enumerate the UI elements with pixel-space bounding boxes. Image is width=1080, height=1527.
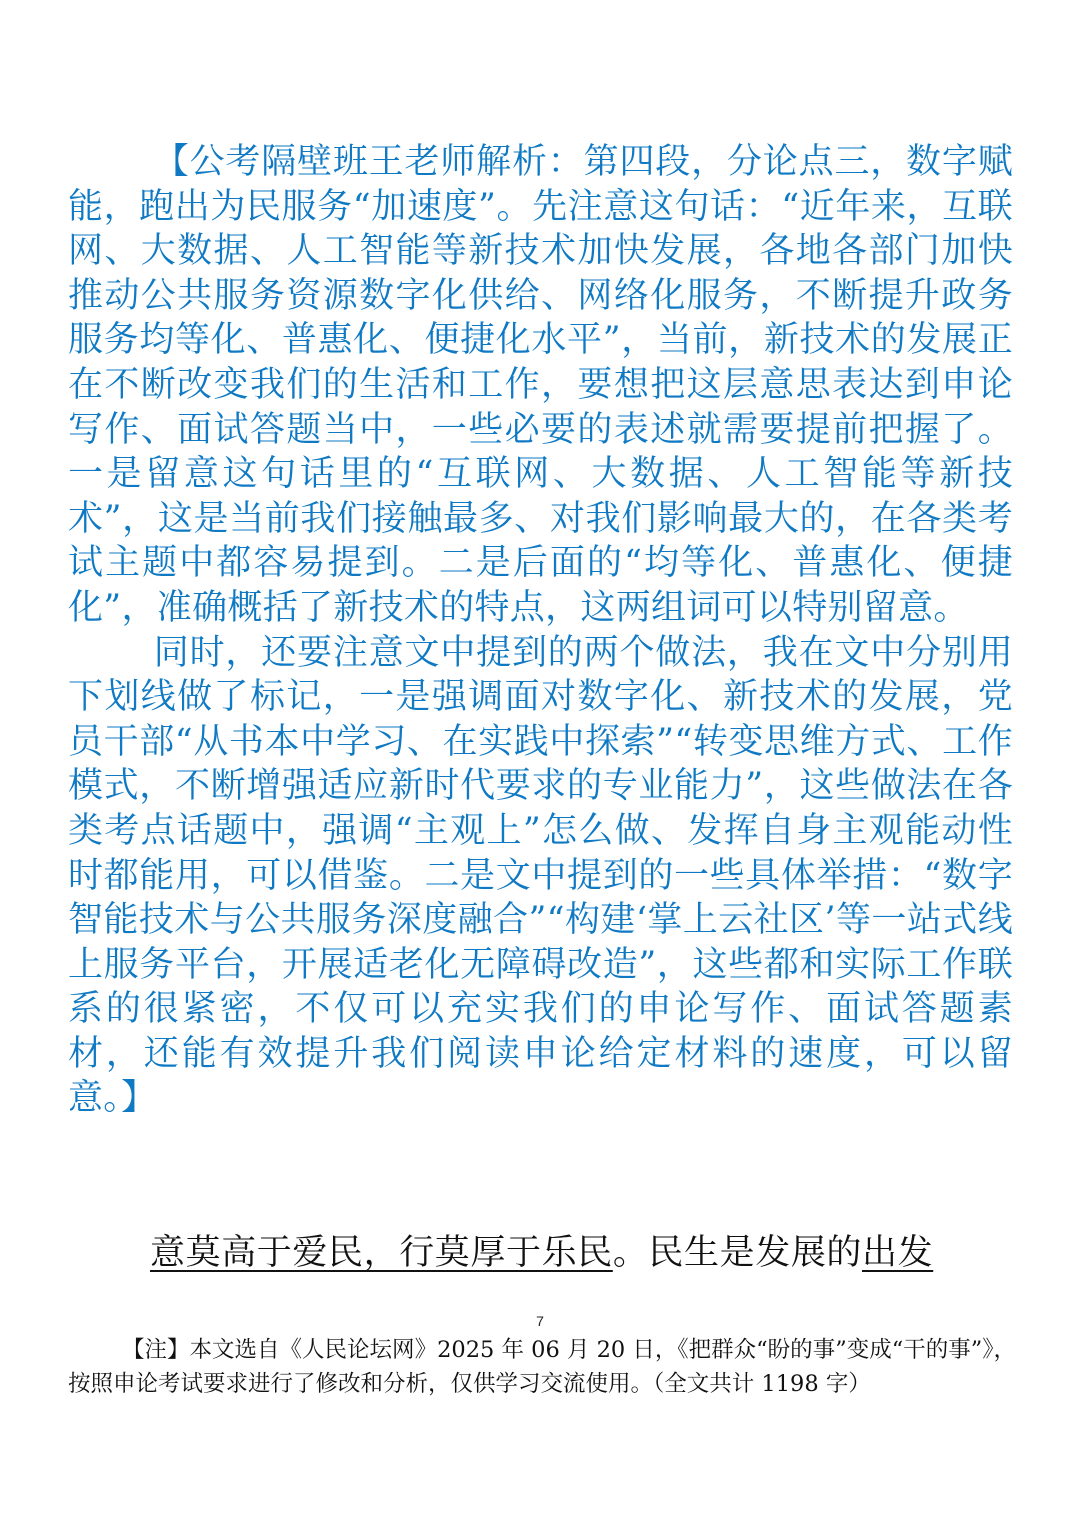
analysis-paragraph-1: 【公考隔壁班王老师解析：第四段，分论点三，数字赋能，跑出为民服务“加速度”。先注意这句话：“近年来，互联网、大数据、人工智能等新技术加快发展，各地各部门加快推动公共服务资源数字化供给、网络化服务，不断提升政务服务均等化、普惠化、便捷化水平”，当前，新技术的发展正在不断改变我们的生活和工作，要想把这层意思表达到申论写作、面试答题当中，一些必要的表述就需要提前把握了。一是留意这句话里的“互联网、大数据、人工智能等新技术”，这是当前我们接触最多、对我们影响最大的，在各类考试主题中都容易提到。二是后面的“均等化、普惠化、便捷化”，准确概括了新技术的特点，这两组词可以特别留意。 xyxy=(68,142,1013,628)
footnote-text: 【注】本文选自《人民论坛网》2025 年 06 月 20 日，《把群众“盼的事”变成“干的事”》，按照申论考试要求进行了修改和分析，仅供学习交流使用。（全文共计 1198 字） xyxy=(68,1337,1016,1397)
main-text-fragment: 。民生是发展的 xyxy=(612,1233,863,1273)
footnote xyxy=(68,1333,1016,1401)
page-number: 7 xyxy=(536,1313,544,1329)
underlined-phrase: 意莫高于爱民，行莫厚于乐民 xyxy=(150,1233,613,1273)
underlined-phrase-continued: 出发 xyxy=(862,1233,934,1273)
teacher-analysis-block xyxy=(68,140,1013,1121)
main-text-line xyxy=(150,1230,1030,1276)
analysis-paragraph-2: 同时，还要注意文中提到的两个做法，我在文中分别用下划线做了标记，一是强调面对数字化、新技术的发展，党员干部“从书本中学习、在实践中探索”“转变思维方式、工作模式，不断增强适应新时代要求的专业能力”，这些做法在各类考点话题中，强调“主观上”怎么做、发挥自身主观能动性时都能用，可以借鉴。二是文中提到的一些具体举措：“数字智能技术与公共服务深度融合”“构建‘掌上云社区’等一站式线上服务平台，开展适老化无障碍改造”，这些都和实际工作联系的很紧密，不仅可以充实我们的申论写作、面试答题素材，还能有效提升我们阅读申论给定材料的速度，可以留意。】 xyxy=(68,632,1013,1119)
